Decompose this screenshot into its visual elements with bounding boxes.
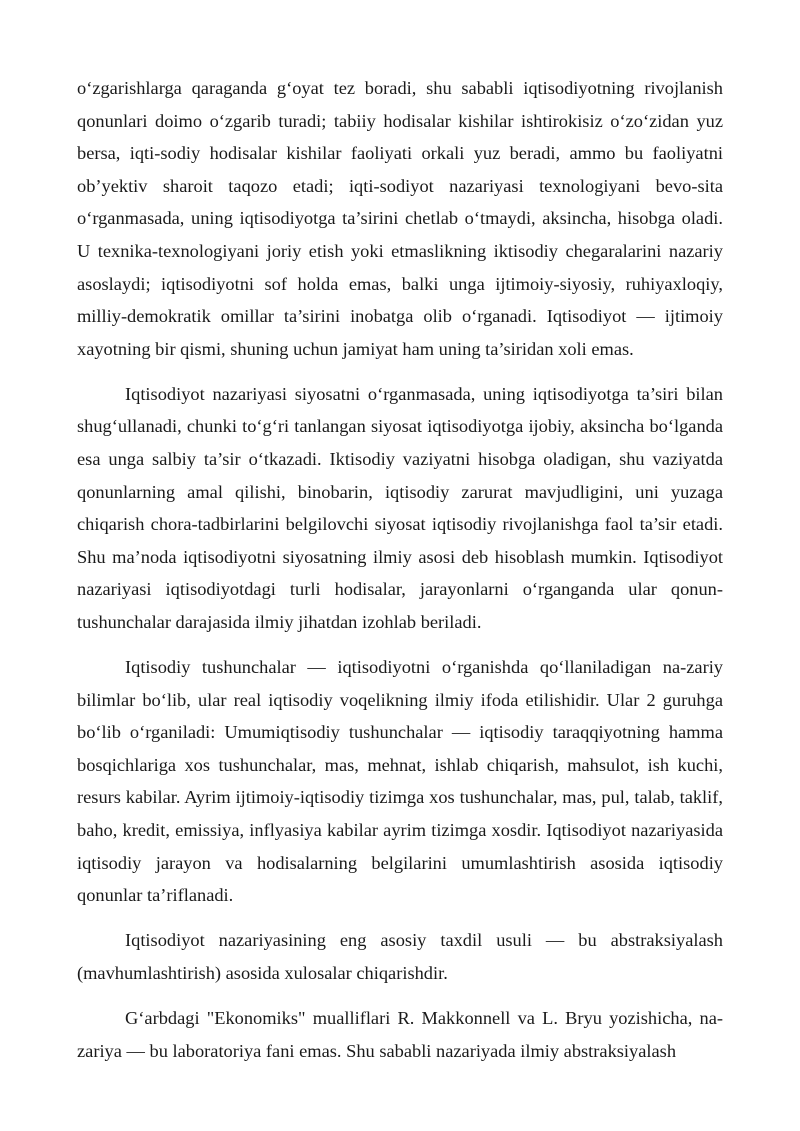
paragraph-abstraction-method: Iqtisodiyot nazariyasining eng asosiy taxdil usuli — bu abstraksiyalash (mavhumlashtirish) asosida xulosalar chiqarishdir.: [77, 930, 723, 983]
paragraph-economics-authors: G‘arbdagi "Ekonomiks" mualliflari R. Makkonnell va L. Bryu yozishicha, na-zariya — bu laboratoriya fani emas. Shu sababli nazariyada ilmiy abstraksiyalash: [77, 1008, 723, 1061]
paragraph-continued: o‘zgarishlarga qaraganda g‘oyat tez boradi, shu sababli iqtisodiyotning rivojlanish qonunlari doimo o‘zgarib turadi; tabiiy hodisalar kishilar ishtirokisiz o‘zo‘zidan yuz bersa, iqti-sodiy hodisalar kishilar faoliyati orkali yuz beradi, ammo bu faoliyatni ob’yektiv sharoit taqozo etadi; iqti-sodiyot nazariyasi texnologiyani bevo-sita o‘rganmasada, uning iqtisodiyotga ta’sirini chetlab o‘tmaydi, aksincha, hisobga oladi. U texnika-texnologiyani joriy etish yoki etmaslikning iktisodiy chegaralarini nazariy asoslaydi; iqtisodiyotni sof holda emas, balki unga ijtimoiy-siyosiy, ruhiyaxloqiy, milliy-demokratik omillar ta’sirini inobatga olib o‘rganadi. Iqtisodiyot — ijtimoiy xayotning bir qismi, shuning uchun jamiyat ham uning ta’siridan xoli emas.: [77, 78, 723, 359]
paragraph-politics: Iqtisodiyot nazariyasi siyosatni o‘rganmasada, uning iqtisodiyotga ta’siri bilan shug‘ullanadi, chunki to‘g‘ri tanlangan siyosat iqtisodiyotga ijobiy, aksincha bo‘lganda esa unga salbiy ta’sir o‘tkazadi. Iktisodiy vaziyatni hisobga oladigan, shu vaziyatda qonunlarning amal qilishi, binobarin, iqtisodiy zarurat mavjudligini, uni yuzaga chiqarish chora-tadbirlarini belgilovchi siyosat iqtisodiy rivojlanishga faol ta’sir etadi. Shu ma’noda iqtisodiyotni siyosatning ilmiy asosi deb hisoblash mumkin. Iqtisodiyot nazariyasi iqtisodiyotdagi turli hodisalar, jarayonlarni o‘rganganda ular qonun-tushunchalar darajasida ilmiy jihatdan izohlab beriladi.: [77, 383, 723, 632]
paragraph-economic-concepts: Iqtisodiy tushunchalar — iqtisodiyotni o‘rganishda qo‘llaniladigan na-zariy bilimlar bo‘lib, ular real iqtisodiy voqelikning ilmiy ifoda etilishidir. Ular 2 guruhga bo‘lib o‘rganiladi: Umumiqtisodiy tushunchalar — iqtisodiy taraqqiyotning hamma bosqichlariga xos tushunchalar, mas, mehnat, ishlab chiqarish, mahsulot, ish kuchi, resurs kabilar. Ayrim ijtimoiy-iqtisodiy tizimga xos tushunchalar, mas, pul, talab, taklif, baho, kredit, emissiya, inflyasiya kabilar ayrim tizimga xosdir. Iqtisodiyot nazariyasida iqtisodiy jarayon va hodisalarning belgilarini umumlashtirish asosida iqtisodiy qonunlar ta’riflanadi.: [77, 657, 723, 906]
document-page: [77, 72, 723, 1080]
